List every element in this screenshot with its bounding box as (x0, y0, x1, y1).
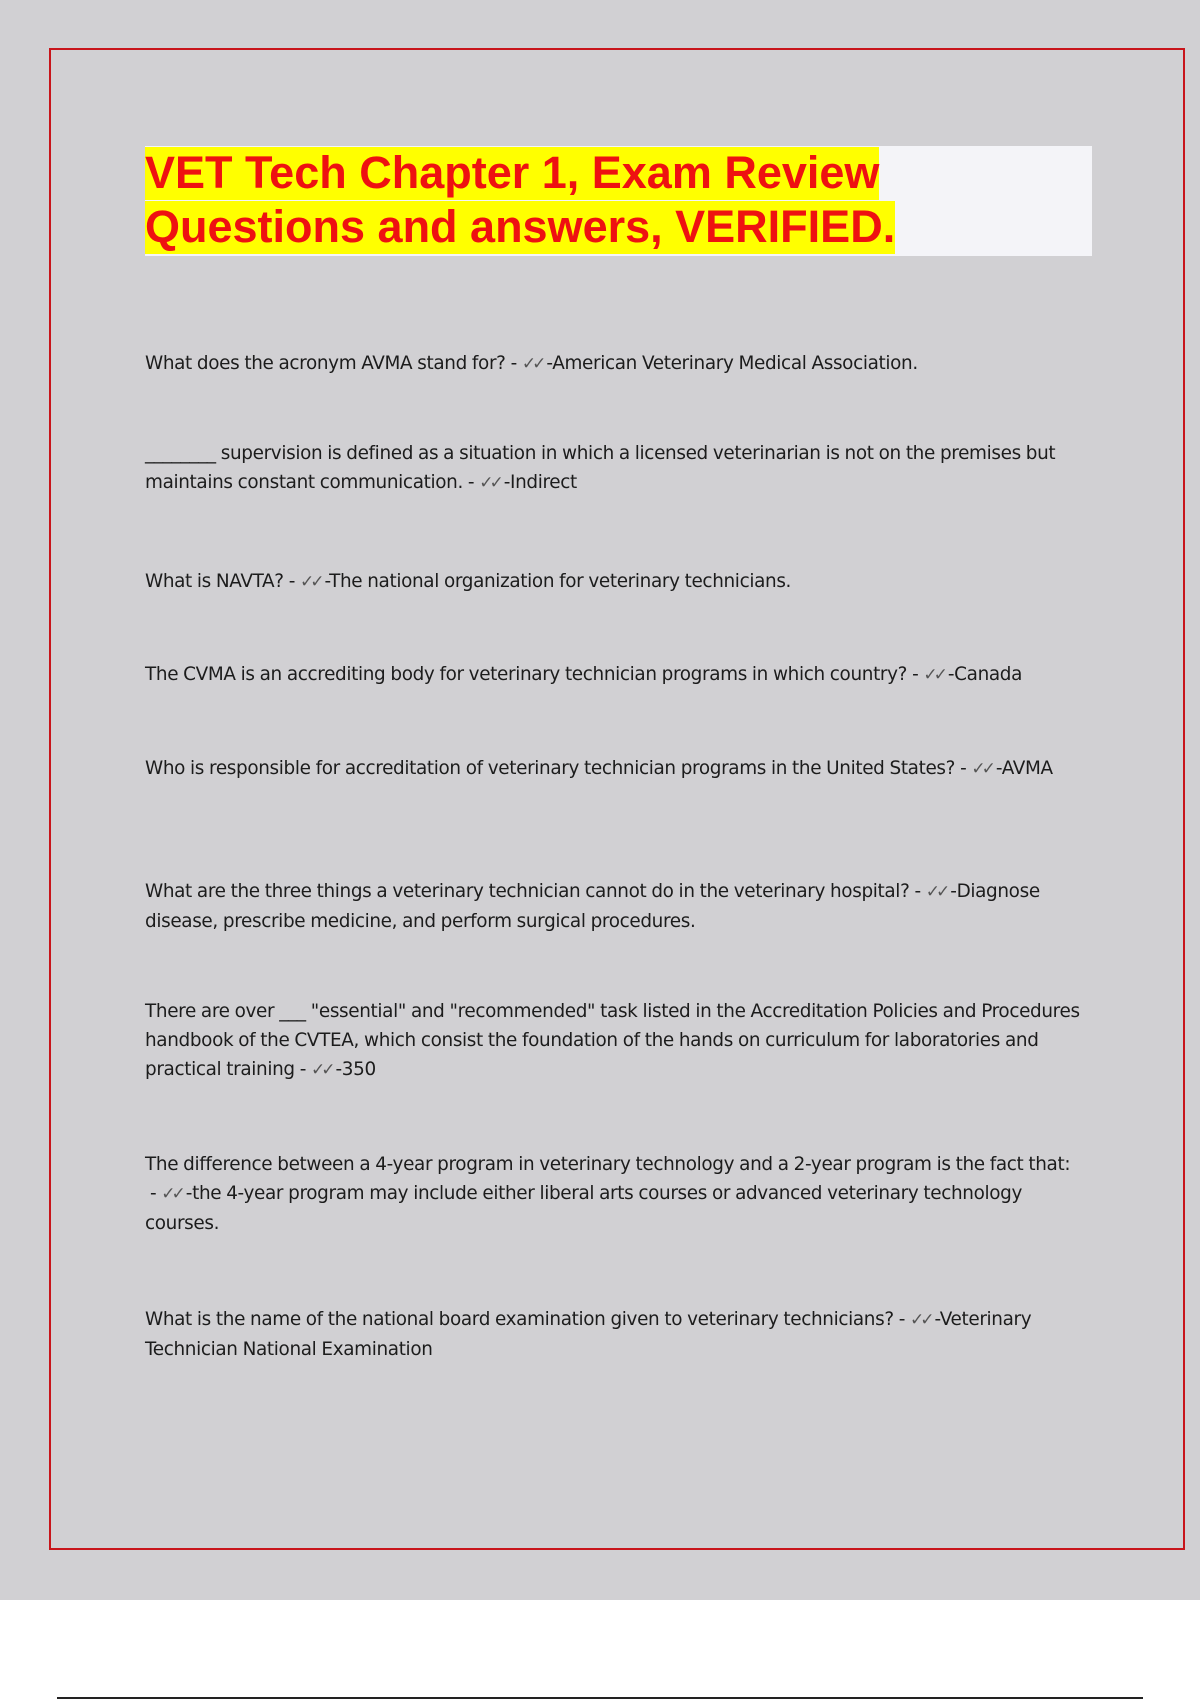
question-text: What does the acronym AVMA stand for? (145, 353, 506, 374)
title-line-2: Questions and answers, VERIFIED. (145, 201, 896, 252)
title-block (145, 146, 1092, 256)
question-text: Who is responsible for accreditation of veterinary technician programs in the United States? (145, 758, 956, 779)
bottom-divider (57, 1697, 1143, 1699)
double-check-icon: ✓✓ (910, 1310, 931, 1330)
answer-text: 350 (341, 1059, 376, 1080)
qa-item: What is NAVTA? - ✓✓ -The national organization for veterinary technicians. (145, 567, 1095, 597)
double-check-icon: ✓✓ (925, 882, 947, 902)
double-check-icon: ✓✓ (923, 665, 944, 685)
qa-item: What does the acronym AVMA stand for? - ✓✓ -American Veterinary Medical Association. (145, 349, 1095, 379)
double-check-icon: ✓✓ (161, 1184, 182, 1204)
answer-text: Veterinary Technician National Examination (145, 1309, 1032, 1360)
answer-text: Canada (954, 664, 1023, 685)
double-check-icon: ✓✓ (479, 473, 500, 493)
answer-text: AVMA (1001, 758, 1053, 779)
double-check-icon: ✓✓ (971, 759, 992, 779)
question-text: There are over ___ "essential" and "recommended" task listed in the Accreditation Policies and Procedures handbook of the CVTEA, which consist the foundation of the hands on curriculum for laboratories and practical training (145, 1001, 1080, 1080)
double-check-icon: ✓✓ (311, 1060, 332, 1080)
title-line-1: VET Tech Chapter 1, Exam Review (145, 147, 880, 198)
answer-text: the 4-year program may include either liberal arts courses or advanced veterinary technology courses. (145, 1183, 1022, 1234)
double-check-icon: ✓✓ (521, 354, 543, 374)
qa-item: The CVMA is an accrediting body for veterinary technician programs in which country? - ✓✓ -Canada (145, 660, 1095, 690)
answer-text: Indirect (510, 472, 577, 493)
question-text: What is NAVTA? (145, 571, 284, 592)
qa-item: What are the three things a veterinary technician cannot do in the veterinary hospital? - ✓✓ -Diagnose disease, prescribe medicine, and perform surgical procedures. (145, 877, 1095, 936)
qa-item: There are over ___ "essential" and "recommended" task listed in the Accreditation Policies and Procedures handbook of the CVTEA, which consist the foundation of the hands on curriculum for laboratories and practical training - ✓✓ -350 (145, 997, 1095, 1085)
double-check-icon: ✓✓ (299, 572, 321, 592)
answer-text: Diagnose disease, prescribe medicine, and perform surgical procedures. (145, 881, 1040, 932)
question-text: The difference between a 4-year program in veterinary technology and a 2-year program is the fact that: (145, 1154, 1071, 1175)
qa-item: What is the name of the national board examination given to veterinary technicians? - ✓✓ -Veterinary Technician National Examination (145, 1305, 1095, 1364)
document-title (145, 146, 1092, 254)
question-text: What are the three things a veterinary technician cannot do in the veterinary hospital? (145, 881, 910, 902)
answer-text: The national organization for veterinary technicians. (329, 571, 792, 592)
question-text: ________ supervision is defined as a situation in which a licensed veterinarian is not on the premises but maintains constant communication. (145, 443, 1056, 493)
qa-item: ________ supervision is defined as a situation in which a licensed veterinarian is not on the premises but maintains constant communication. - ✓✓ -Indirect (145, 439, 1095, 498)
qa-item: The difference between a 4-year program in veterinary technology and a 2-year program is the fact that: - ✓✓ -the 4-year program may include either liberal arts courses or advanced veterinary technology courses. (145, 1154, 1071, 1234)
qa-item: Who is responsible for accreditation of veterinary technician programs in the United States? - ✓✓ -AVMA (145, 754, 1095, 784)
question-text: The CVMA is an accrediting body for veterinary technician programs in which country? (145, 664, 908, 685)
question-text: What is the name of the national board examination given to veterinary technicians? (145, 1309, 894, 1330)
answer-text: American Veterinary Medical Association. (552, 353, 918, 374)
